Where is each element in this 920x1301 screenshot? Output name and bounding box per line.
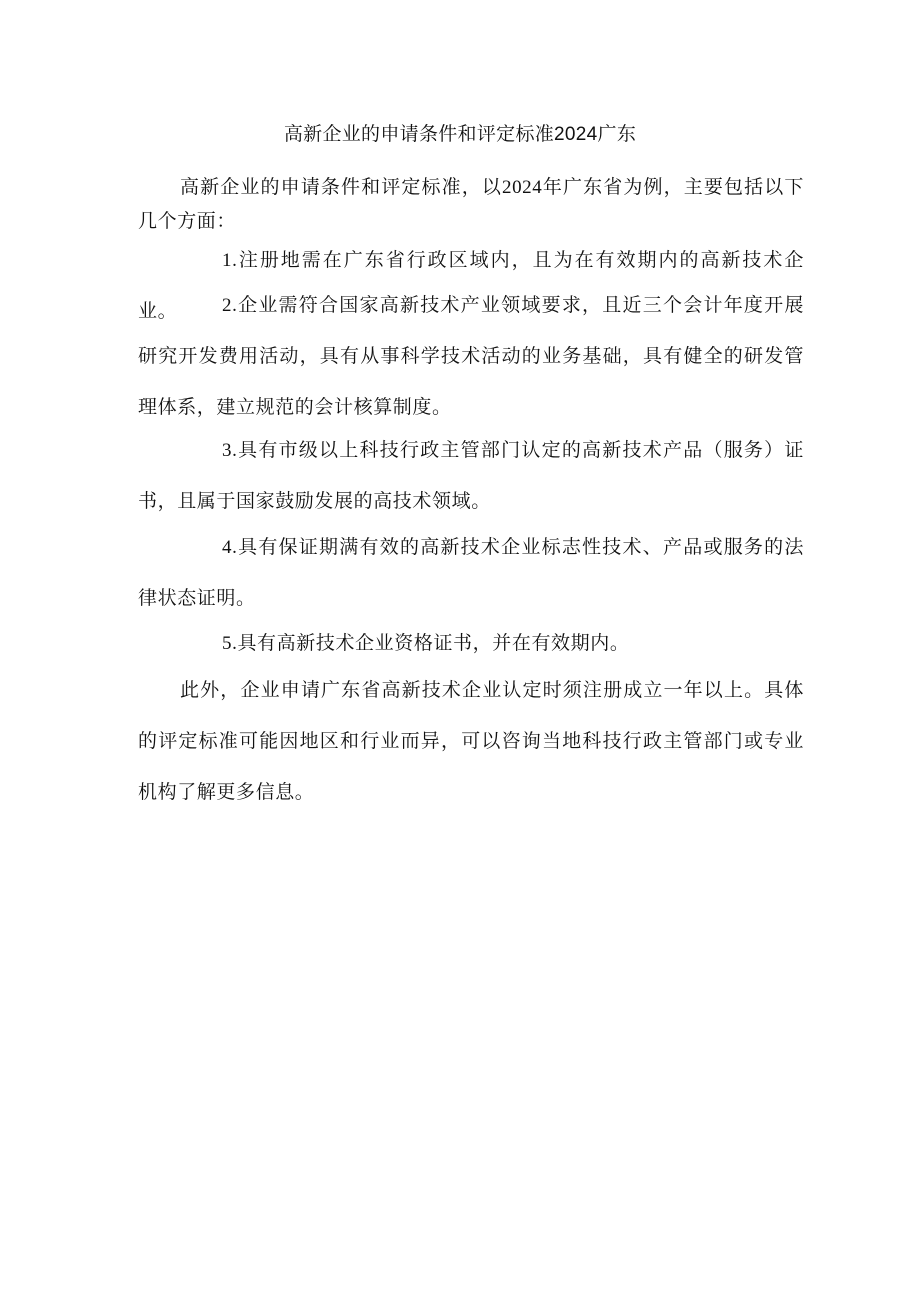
list-item (138, 618, 804, 669)
item-number: 5 (222, 633, 233, 654)
item-number: 3 (222, 440, 233, 461)
item-number: 4 (222, 537, 233, 558)
closing-paragraph: 此外，企业申请广东省高新技术企业认定时须注册成立一年以上。具体的评定标准可能因地区和行业而异，可以咨询当地科技行政主管部门或专业机构了解更多信息。 (138, 680, 804, 803)
list-item (138, 280, 804, 433)
item-text: .具有高新技术企业资格证书，并在有效期内。 (232, 633, 630, 654)
intro-paragraph: 高新企业的申请条件和评定标准，以2024年广东省为例，主要包括以下几个方面： (138, 177, 804, 232)
item-text: .具有保证期满有效的高新技术企业标志性技术、产品或服务的法律状态证明。 (138, 537, 804, 609)
document-title: 高新企业的申请条件和评定标准2024广东 (283, 124, 637, 145)
list-item (138, 425, 804, 527)
item-number: 1 (222, 250, 233, 271)
item-text: .具有市级以上科技行政主管部门认定的高新技术产品（服务）证书，且属于国家鼓励发展的高技术领域。 (138, 440, 804, 512)
list-item (138, 522, 804, 624)
item-number: 2 (222, 295, 233, 316)
item-text: .企业需符合国家高新技术产业领域要求，且近三个会计年度开展研究开发费用活动，具有从事科学技术活动的业务基础，具有健全的研发管理体系，建立规范的会计核算制度。 (138, 295, 804, 418)
item-text: .注册地需在广东省行政区域内，且为在有效期内的高新技术企业。 (138, 250, 804, 322)
